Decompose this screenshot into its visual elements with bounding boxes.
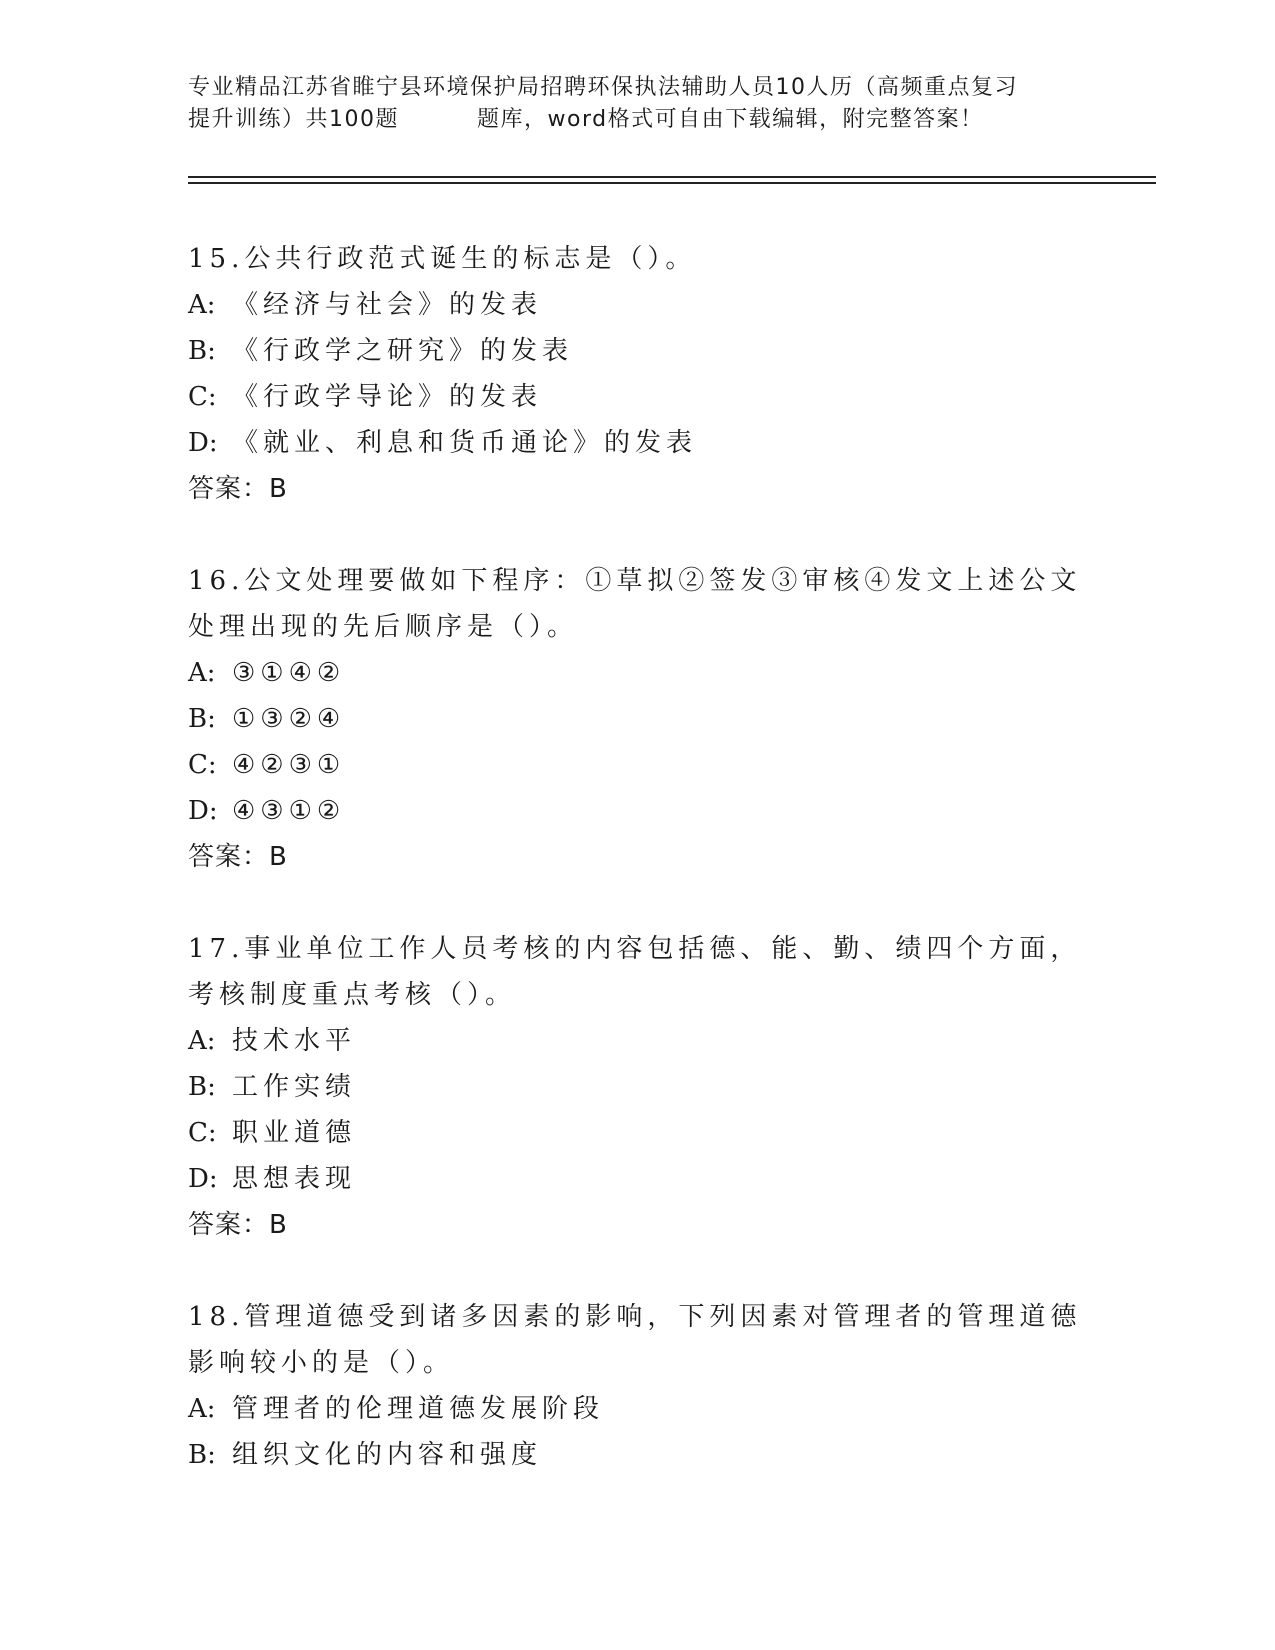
option-b [188, 328, 1088, 374]
option-text: 《经济与社会》的发表 [232, 290, 543, 320]
option-text: 工作实绩 [232, 1072, 357, 1102]
option-letter: C: [188, 382, 217, 412]
question-15 [188, 236, 1088, 512]
option-a [188, 1386, 1088, 1432]
option-letter: B: [188, 1072, 216, 1102]
option-letter: D: [188, 1164, 218, 1194]
option-text: 《行政学之研究》的发表 [232, 336, 574, 366]
option-text: 技术水平 [232, 1026, 357, 1056]
option-text: 职业道德 [232, 1118, 357, 1148]
question-stem: 15.公共行政范式诞生的标志是（）。 [188, 244, 697, 274]
header-line-2a: 提升训练）共100题 [188, 107, 399, 132]
option-text: 思想表现 [232, 1164, 357, 1194]
document-header [188, 72, 1068, 136]
option-c [188, 742, 1088, 788]
header-rule-bottom [188, 182, 1156, 184]
option-text: ④③①② [232, 796, 346, 826]
option-letter: C: [188, 1118, 217, 1148]
answer-line: 答案：B [188, 474, 288, 504]
option-b [188, 1064, 1088, 1110]
answer-line: 答案：B [188, 842, 288, 872]
question-list [188, 236, 1088, 1524]
option-d [188, 420, 1088, 466]
header-line-1: 专业精品江苏省睢宁县环境保护局招聘环保执法辅助人员10人历（高频重点复习 [188, 75, 1018, 100]
option-text: 管理者的伦理道德发展阶段 [232, 1394, 605, 1424]
question-18 [188, 1294, 1088, 1478]
option-d [188, 788, 1088, 834]
option-a [188, 1018, 1088, 1064]
option-letter: D: [188, 428, 218, 458]
option-text: ③①④② [232, 658, 346, 688]
header-line-2 [188, 104, 1068, 136]
option-a [188, 650, 1088, 696]
option-b [188, 1432, 1088, 1478]
option-text: ①③②④ [232, 704, 346, 734]
option-text: 组织文化的内容和强度 [232, 1440, 543, 1470]
option-letter: B: [188, 1440, 216, 1470]
option-d [188, 1156, 1088, 1202]
option-letter: D: [188, 796, 218, 826]
option-letter: B: [188, 336, 216, 366]
option-letter: A: [188, 658, 216, 688]
option-text: 《行政学导论》的发表 [232, 382, 543, 412]
option-letter: A: [188, 1394, 216, 1424]
option-text: 《就业、利息和货币通论》的发表 [232, 428, 698, 458]
answer-line: 答案：B [188, 1210, 288, 1240]
option-letter: B: [188, 704, 216, 734]
option-c [188, 1110, 1088, 1156]
option-c [188, 374, 1088, 420]
option-letter: A: [188, 1026, 216, 1056]
question-17 [188, 926, 1088, 1248]
option-letter: A: [188, 290, 216, 320]
question-stem: 16.公文处理要做如下程序：①草拟②签发③审核④发文上述公文处理出现的先后顺序是（）。 [188, 566, 1082, 642]
question-16 [188, 558, 1088, 880]
question-stem: 17.事业单位工作人员考核的内容包括德、能、勤、绩四个方面，考核制度重点考核（）。 [188, 934, 1082, 1010]
option-text: ④②③① [232, 750, 346, 780]
option-a [188, 282, 1088, 328]
header-line-2b: 题库，word格式可自由下载编辑，附完整答案！ [477, 107, 984, 132]
option-letter: C: [188, 750, 217, 780]
option-b [188, 696, 1088, 742]
question-stem: 18.管理道德受到诸多因素的影响，下列因素对管理者的管理道德影响较小的是（）。 [188, 1302, 1082, 1378]
header-rule-top [188, 176, 1156, 178]
